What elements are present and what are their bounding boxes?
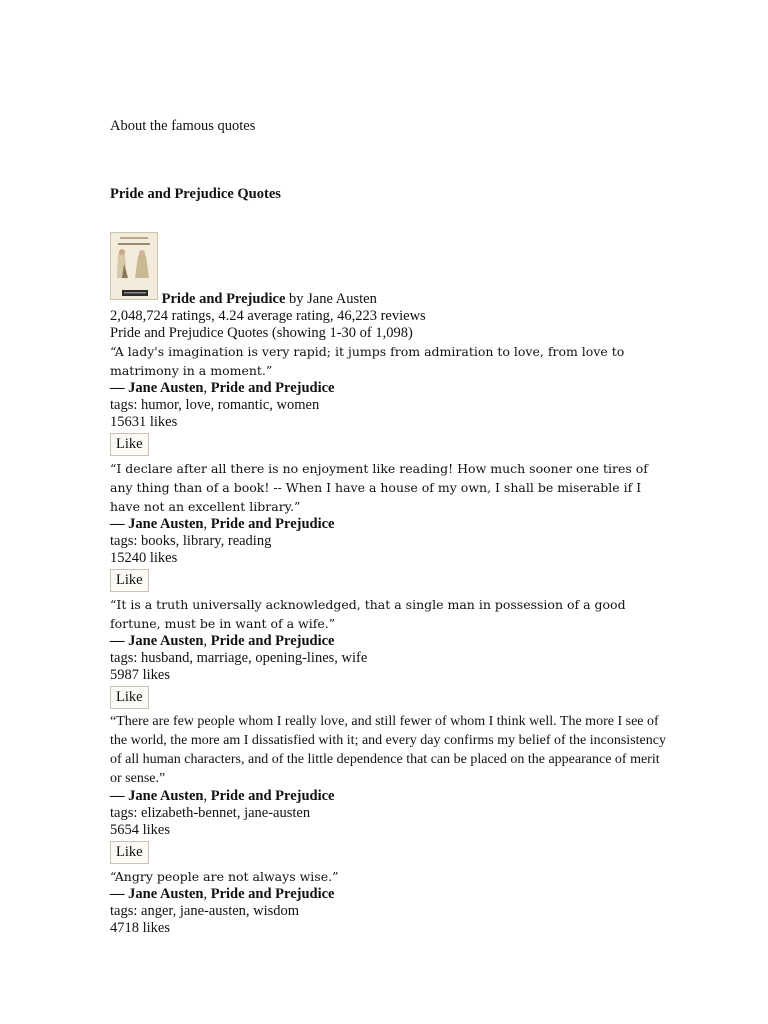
quote-tags: tags: books, library, reading — [110, 533, 272, 549]
quote-attribution — [110, 380, 670, 397]
like-button[interactable]: Like — [110, 841, 149, 864]
quote-attribution — [110, 886, 670, 903]
quote-source[interactable]: Pride and Prejudice — [210, 516, 335, 532]
quote-author: ― Jane Austen — [110, 788, 204, 804]
attribution-separator: , — [203, 886, 211, 902]
quote-text: “I declare after all there is no enjoyment like reading! How much sooner one tires of any thing than of a book! -- When I have a house of my own, I shall be miserable if I have not an excellent library.” — [110, 461, 648, 514]
quote-likes: 5654 likes — [110, 822, 171, 838]
attribution-separator: , — [203, 380, 211, 396]
quote-likes: 5987 likes — [110, 667, 171, 683]
quote-source[interactable]: Pride and Prejudice — [210, 633, 335, 649]
quote-item — [110, 459, 670, 595]
book-title-link[interactable]: Pride and Prejudice — [161, 291, 286, 307]
book-cover-image[interactable] — [110, 232, 158, 300]
quote-item — [110, 595, 670, 712]
quote-likes: 15631 likes — [110, 414, 178, 430]
quote-tags: tags: elizabeth-bennet, jane-austen — [110, 805, 311, 821]
quote-author: ― Jane Austen — [110, 633, 204, 649]
like-button[interactable]: Like — [110, 569, 149, 592]
quote-item — [110, 342, 670, 459]
quote-author: ― Jane Austen — [110, 380, 204, 396]
quote-text: “There are few people whom I really love, and still fewer of whom I think well. The more I see of the world, the more am I dissatisfied with it; and every day confirms my belief of the inconsistency of all human characters, and of the little dependence that can be placed on the appearance of merit or sense.” — [110, 714, 666, 786]
attribution-separator: , — [203, 633, 211, 649]
quote-tags: tags: humor, love, romantic, women — [110, 397, 320, 413]
quote-tags: tags: husband, marriage, opening-lines, wife — [110, 650, 368, 666]
quote-author: ― Jane Austen — [110, 886, 204, 902]
quote-text: “Angry people are not always wise.” — [110, 869, 339, 884]
quote-source[interactable]: Pride and Prejudice — [210, 380, 335, 396]
quote-attribution — [110, 633, 670, 650]
quote-tags: tags: anger, jane-austen, wisdom — [110, 903, 300, 919]
intro-text: About the famous quotes — [110, 118, 256, 134]
attribution-separator: , — [203, 788, 211, 804]
page-title: Pride and Prejudice Quotes — [110, 186, 281, 202]
quote-item — [110, 867, 670, 937]
like-button[interactable]: Like — [110, 433, 149, 456]
attribution-separator: , — [203, 516, 211, 532]
book-stats: 2,048,724 ratings, 4.24 average rating, 46,223 reviews — [110, 308, 426, 324]
quote-author: ― Jane Austen — [110, 516, 204, 532]
like-button[interactable]: Like — [110, 686, 149, 709]
quote-source[interactable]: Pride and Prejudice — [210, 788, 335, 804]
quotes-content — [110, 232, 670, 937]
quote-likes: 4718 likes — [110, 920, 171, 936]
book-author: by Jane Austen — [285, 291, 377, 307]
quote-attribution — [110, 516, 670, 533]
quote-attribution — [110, 788, 670, 805]
quote-likes: 15240 likes — [110, 550, 178, 566]
quote-text: “It is a truth universally acknowledged, that a single man in possession of a good fortune, must be in want of a wife.” — [110, 597, 626, 631]
quotes-count: Pride and Prejudice Quotes (showing 1-30 of 1,098) — [110, 325, 413, 341]
book-summary-line — [110, 291, 670, 308]
quote-item — [110, 712, 670, 867]
quote-text: “A lady's imagination is very rapid; it jumps from admiration to love, from love to matrimony in a moment.” — [110, 344, 625, 378]
quote-source[interactable]: Pride and Prejudice — [210, 886, 335, 902]
